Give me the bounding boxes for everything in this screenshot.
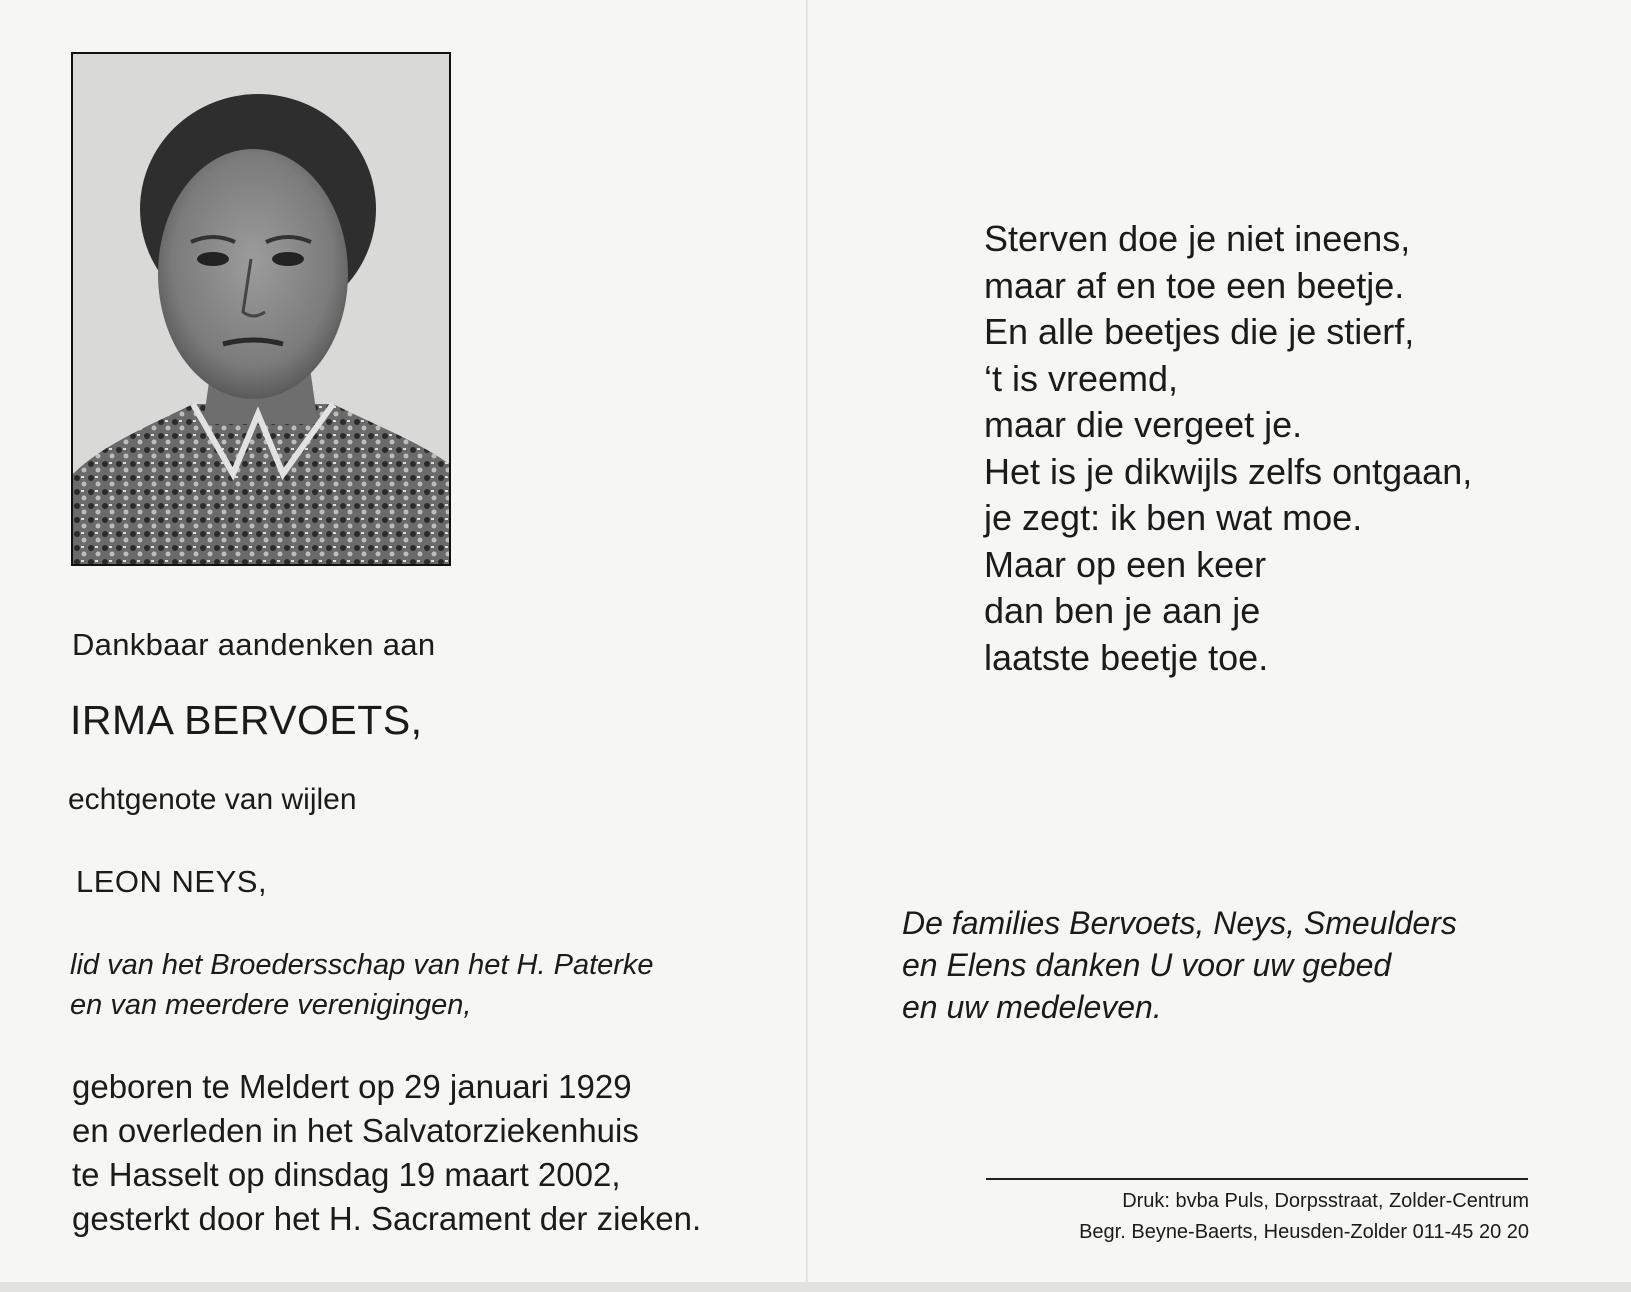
membership-line: en van meerdere verenigingen, [70, 989, 472, 1021]
portrait-image [73, 54, 449, 564]
poem-line: laatste beetje toe. [984, 636, 1269, 678]
memorial-lead: Dankbaar aandenken aan [72, 627, 436, 662]
thanks-line: en uw medeleven. [902, 989, 1162, 1025]
thanks-line: en Elens danken U voor uw gebed [902, 947, 1392, 983]
poem-line: ‘t is vreemd, [984, 357, 1179, 399]
bio-line: te Hasselt op dinsdag 19 maart 2002, [72, 1156, 621, 1193]
spouse-name: LEON NEYS, [76, 864, 268, 899]
printer-line: Begr. Beyne-Baerts, Heusden-Zolder 011-45 20 20 [1079, 1221, 1529, 1243]
deceased-name: IRMA BERVOETS, [70, 697, 423, 743]
printer-divider [986, 1178, 1528, 1180]
poem-line: Sterven doe je niet ineens, [984, 218, 1411, 259]
bio-line: geboren te Meldert op 29 januari 1929 [72, 1068, 632, 1105]
card-edge [0, 1282, 1631, 1292]
membership-line: lid van het Broedersschap van het H. Paterke [70, 949, 654, 981]
bio-line: en overleden in het Salvatorziekenhuis [72, 1112, 639, 1149]
biography [72, 1065, 701, 1241]
spouse-lead: echtgenote van wijlen [68, 783, 357, 816]
poem-line: dan ben je aan je [984, 590, 1261, 631]
poem-line: Maar op een keer [984, 543, 1267, 585]
bio-line: gesterkt door het H. Sacrament der zieken. [72, 1200, 702, 1237]
poem-line: maar die vergeet je. [984, 404, 1303, 445]
poem-line: Het is je dikwijls zelfs ontgaan, [984, 450, 1473, 492]
poem-line: En alle beetjes die je stierf, [984, 311, 1415, 352]
poem-line: maar af en toe een beetje. [984, 264, 1405, 306]
poem-line: je zegt: ik ben wat moe. [984, 497, 1363, 538]
printer-line: Druk: bvba Puls, Dorpsstraat, Zolder-Centrum [1122, 1190, 1529, 1212]
portrait-photo [71, 52, 451, 566]
printer-credit [1079, 1186, 1529, 1248]
thanks-line: De families Bervoets, Neys, Smeulders [902, 905, 1457, 941]
membership [70, 945, 654, 1025]
poem [984, 216, 1472, 681]
family-thanks [902, 902, 1457, 1028]
card-fold [806, 0, 808, 1292]
